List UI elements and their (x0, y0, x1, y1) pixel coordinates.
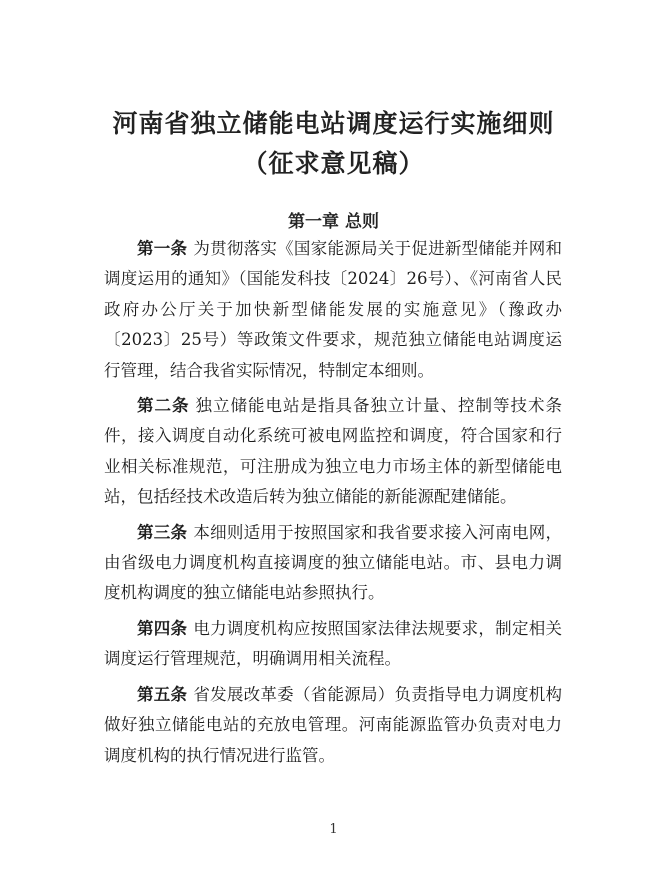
document-title: 河南省独立储能电站调度运行实施细则 (112, 109, 555, 138)
article-paragraph (104, 234, 562, 386)
article-text: 省发展改革委（省能源局）负责指导电力调度机构做好独立储能电站的充放电管理。河南能源监管办负责对电力调度机构的执行情况进行监管。 (104, 684, 562, 765)
article-label: 第二条 (137, 396, 190, 416)
article-paragraph (104, 518, 562, 609)
article-text: 本细则适用于按照国家和我省要求接入河南电网，由省级电力调度机构直接调度的独立储能电站。市、县电力调度机构调度的独立储能电站参照执行。 (104, 522, 562, 603)
document-subtitle-draft: （征求意见稿） (242, 149, 425, 178)
article-label: 第三条 (137, 522, 188, 542)
page-number: 1 (329, 822, 338, 837)
article-label: 第五条 (137, 684, 188, 704)
article-text: 电力调度机构应按照国家法律法规要求，制定相关调度运行管理规范，明确调用相关流程。 (104, 618, 562, 669)
article-text: 为贯彻落实《国家能源局关于促进新型储能并网和调度运用的通知》（国能发科技〔2024〕26号）、《河南省人民政府办公厅关于加快新型储能发展的实施意见》（豫政办〔2023〕25号）等政策文件要求，规范独立储能电站调度运行管理，结合我省实际情况，特制定本细则。 (104, 239, 562, 380)
article-label: 第一条 (137, 239, 188, 258)
article-paragraph (104, 614, 562, 675)
article-text: 独立储能电站是指具备独立计量、控制等技术条件，接入调度自动化系统可被电网监控和调度，符合国家和行业相关标准规范，可注册成为独立电力市场主体的新型储能电站，包括经技术改造后转为独立储能的新能源配建储能。 (104, 396, 562, 507)
article-paragraph (104, 680, 562, 771)
chapter-heading: 第一章 总则 (288, 212, 379, 232)
document-body (104, 234, 562, 776)
article-label: 第四条 (137, 618, 188, 638)
article-paragraph (104, 391, 562, 513)
